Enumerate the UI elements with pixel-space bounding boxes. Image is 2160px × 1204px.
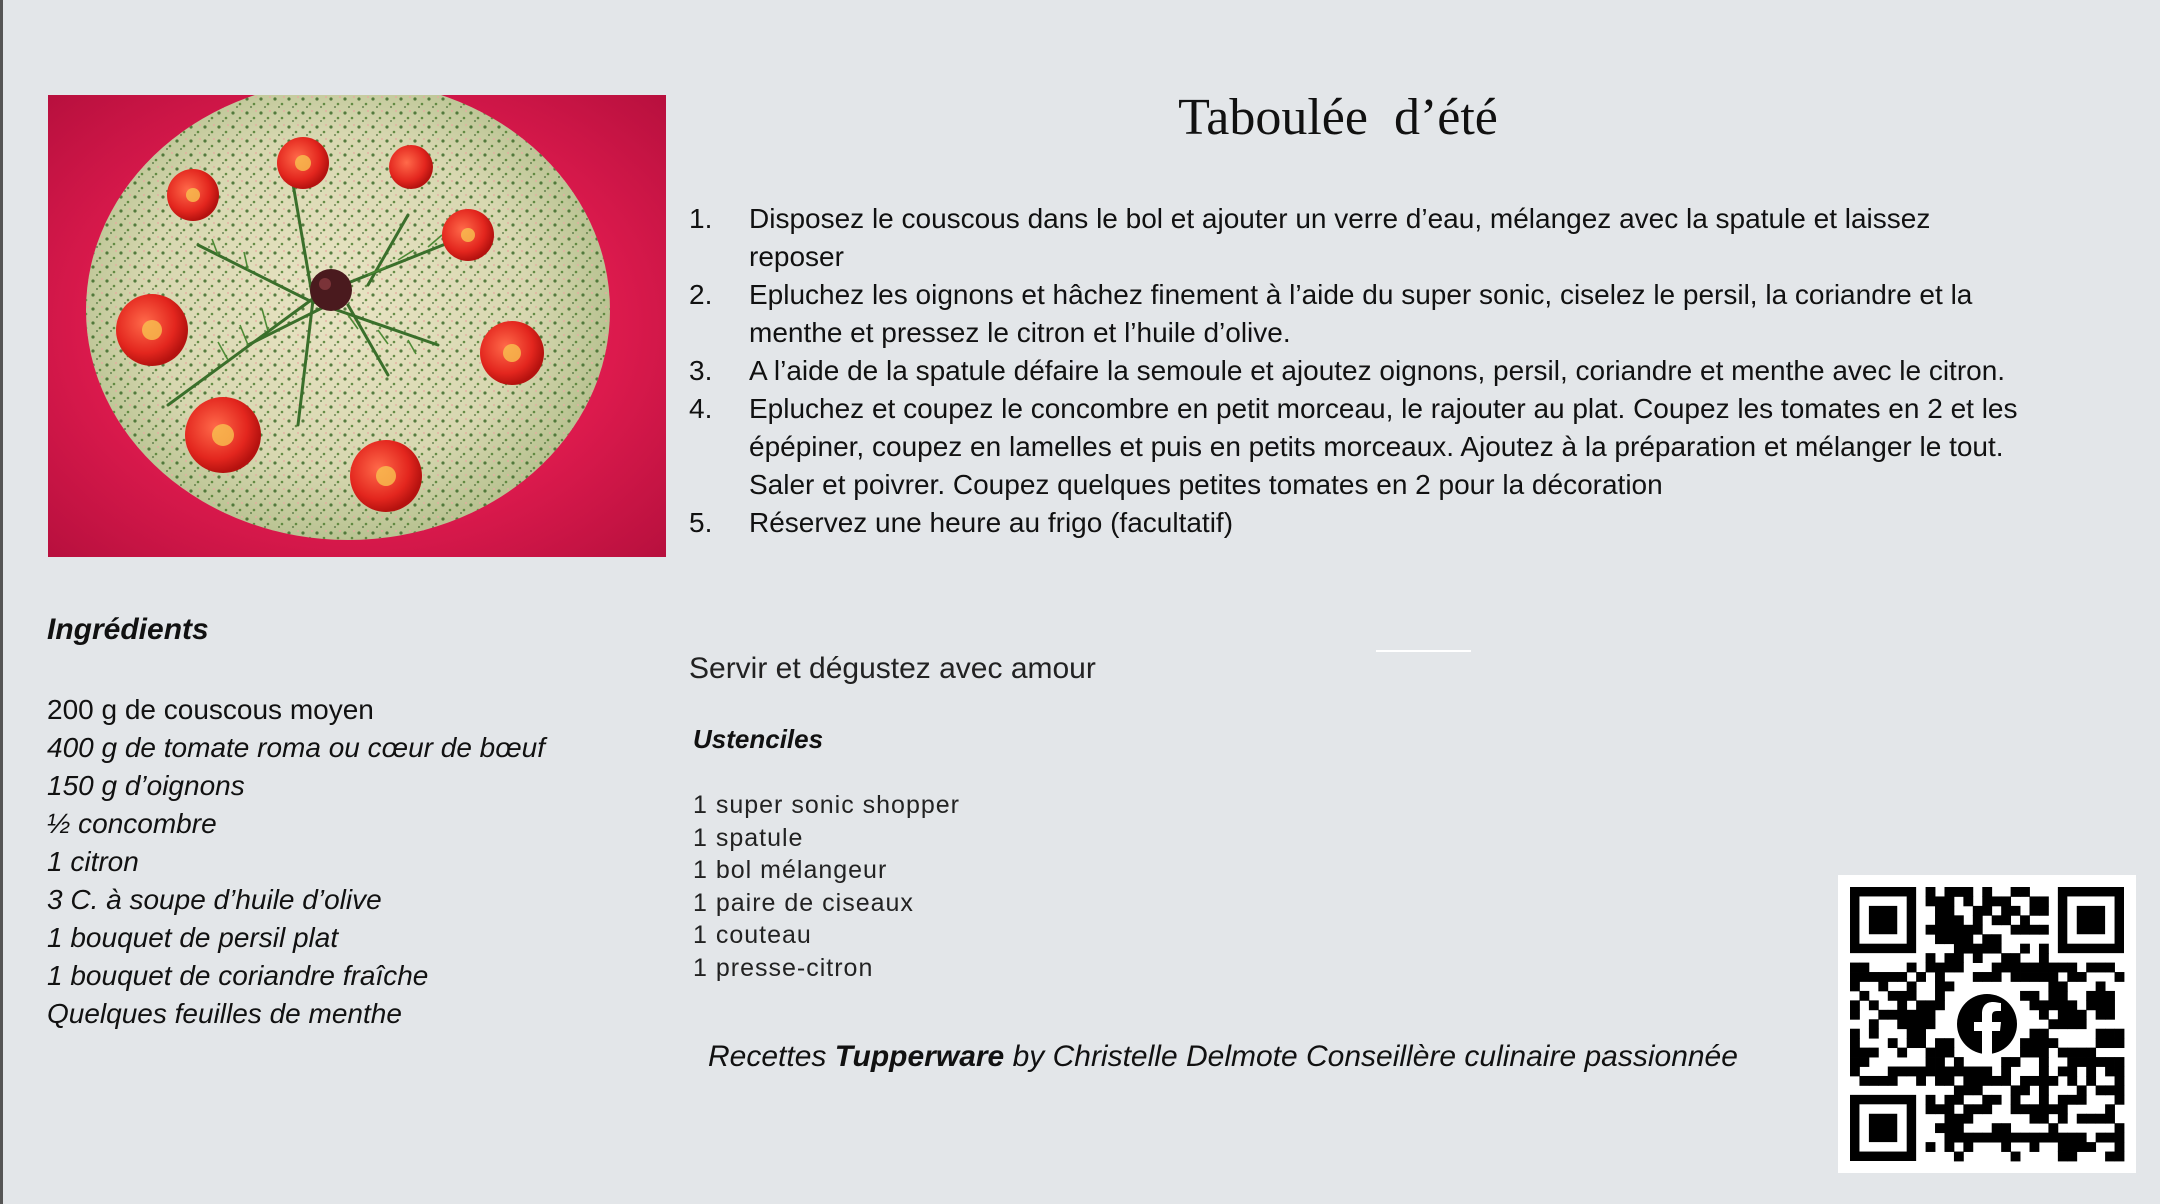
- ingredient-item: 1 citron: [47, 846, 139, 877]
- tabbouleh-photo: [48, 95, 666, 557]
- step-text: Epluchez et coupez le concombre en petit morceau, le rajouter au plat. Coupez les tomates en 2 et les épépiner, coupez en lamelles et puis en petits morceaux. Ajoutez à la préparation et mélanger le tout. Saler et poivrer. Coupez quelques petites tomates en 2 pour la décoration: [749, 393, 2018, 500]
- utensil-item: 1 paire de ciseaux: [693, 888, 914, 917]
- steps-list: [689, 200, 2019, 542]
- utensils-heading: Ustenciles: [693, 724, 824, 754]
- utensil-item: 1 spatule: [693, 823, 804, 852]
- step-number: 3.: [689, 355, 713, 386]
- ingredients-heading: Ingrédients: [47, 613, 209, 646]
- recipe-title: Taboulée d’été: [1178, 89, 1498, 146]
- ingredient-item: 1 bouquet de persil plat: [47, 922, 339, 953]
- utensil-item: 1 couteau: [693, 921, 812, 949]
- utensil-item: 1 presse-citron: [693, 953, 874, 982]
- ingredient-item: 1 bouquet de coriandre fraîche: [47, 960, 429, 991]
- credit-suffix: by Christelle Delmote Conseillère culinaire passionnée: [1004, 1040, 1738, 1073]
- ingredient-item: ½ concombre: [47, 808, 217, 839]
- utensil-item: 1 bol mélangeur: [693, 856, 888, 884]
- step-item: [689, 352, 2019, 390]
- step-item: [689, 276, 2019, 352]
- utensil-item: 1 super sonic shopper: [693, 791, 960, 819]
- step-text: Epluchez les oignons et hâchez finement à l’aide du super sonic, ciselez le persil, la coriandre et la menthe et pressez le citron et l’huile d’olive.: [749, 279, 1973, 348]
- step-text: Disposez le couscous dans le bol et ajouter un verre d’eau, mélangez avec la spatule et laissez reposer: [749, 203, 1931, 272]
- step-text: Réservez une heure au frigo (facultatif): [749, 507, 1234, 538]
- ingredients-list: [47, 691, 545, 1033]
- ingredient-item: 150 g d’oignons: [47, 770, 245, 801]
- ingredient-item: 200 g de couscous moyen: [47, 694, 374, 725]
- credit-line: [708, 1040, 1818, 1074]
- divider: [1376, 650, 1471, 652]
- step-text: A l’aide de la spatule défaire la semoule et ajoutez oignons, persil, coriandre et menthe avec le citron.: [749, 355, 2006, 386]
- step-number: 5.: [689, 507, 713, 538]
- qr-code-graphic: [1838, 875, 2136, 1173]
- utensils-list: [693, 789, 960, 984]
- step-item: [689, 390, 2019, 504]
- credit-prefix: Recettes: [708, 1040, 835, 1073]
- serve-text: Servir et dégustez avec amour: [689, 652, 1096, 685]
- ingredient-item: 400 g de tomate roma ou cœur de bœuf: [47, 732, 546, 763]
- ingredient-item: Quelques feuilles de menthe: [47, 998, 402, 1029]
- step-number: 4.: [689, 393, 713, 424]
- facebook-qr-code[interactable]: [1838, 875, 2136, 1173]
- step-number: 1.: [689, 203, 713, 234]
- ingredient-item: 3 C. à soupe d’huile d’olive: [47, 884, 382, 915]
- step-number: 2.: [689, 279, 713, 310]
- credit-brand: Tupperware: [834, 1040, 1005, 1073]
- step-item: [689, 200, 2019, 276]
- step-item: [689, 504, 2019, 542]
